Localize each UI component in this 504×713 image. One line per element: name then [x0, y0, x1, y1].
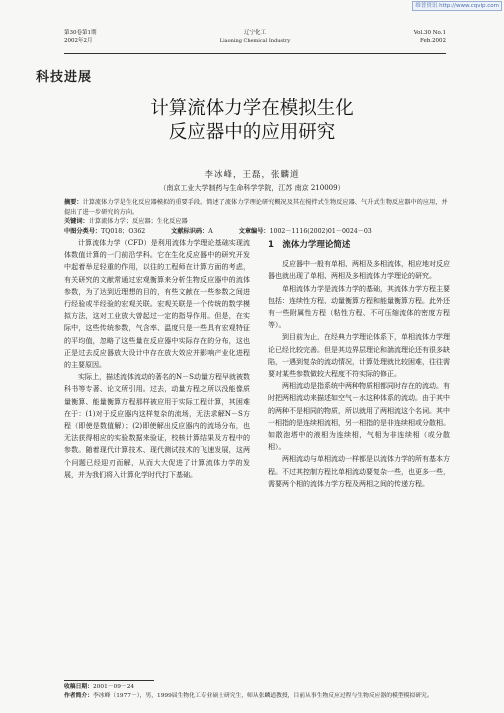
- header-rule: [64, 53, 446, 54]
- body-paragraph: 两相流动是指系统中两种物质相都同时存在的流动。有时把两相流动来描述如空气－水这种体系的流动。由于其中的两种不是相同的物质，所以就用了两相流这个名词。其中一相指的是连续相流相，另一相指的是非连续相或分散相。如散泡塔中的液相为连续相，气相为非连续相（或分散相）。: [268, 382, 450, 452]
- footnote-rule: [64, 680, 154, 681]
- body-paragraph: 实际上，描述流体流动的著名的N－S动量方程早就被数科书等专著、论文所引用。过去，动量方程之所以没能像质量衡算、能量衡算方程那样被应用于实际工程计算，其困难在于：(1)对于反应器内这样复杂的流场，无法求解N－S方程（即使是数值解）；(2)即使解出反应器内的流场分布，也无法获得相应的实验数据来验证，校核计算结果及方程中的参数。随着现代计算技术、现代测试技术的飞速发展，这两个问题已经迎刃而解，从而大大促进了计算流体力学的发展，并为我们将入计算化学时代打下基础。: [64, 373, 250, 479]
- right-column: [268, 237, 450, 490]
- section-label: 科技进展: [36, 70, 93, 85]
- footnote: 收稿日期：2001－09－24 作者简介：李冰峰（1977－），男，1999届生物化工专业硕士研究生，师从张麟道教授，目前从事生物反应过程与生物反应器的模型模拟研究。: [64, 684, 433, 699]
- left-column: [64, 237, 250, 481]
- body-paragraph: 反应器中一般有单相、两相及多相流体，相应地对反应器也就出现了单相、两相及多相流体力学理论的研究。: [268, 260, 450, 281]
- paper-title: 计算流体力学在模拟生化 反应器中的应用研究: [150, 98, 354, 143]
- watermark-badge[interactable]: 维普资讯 http://www.cqvip.com: [412, 1, 502, 11]
- header-volume: Vol.30 No.1 Feb.2002: [413, 30, 446, 44]
- abstract: 摘要：计算流体力学是生化反应器模拟的重要手段。简述了流体力学理论研究概况及其在搅拌式生物反应器、气升式生物反应器中的应用，并提出了进一步研究的方向。: [64, 199, 448, 216]
- authors: 李冰峰，王磊，张麟道: [204, 170, 300, 180]
- body-paragraph: 计算流体力学（CFD）是利用流体力学理论基础实现流体数值计算的一门前沿学科。它在生化反应器中的研究开发中起着举足轻重的作用，以往的工程师在计算方面的考虑，有关研究的文献常通过宏观衡算来分析生物反应器中的流体参数，为了达到近理想的目的，有些文献在一些参数之间进行经验或半经验的宏观关联。宏观关联是一个传统的数学模拟方法，这对工业放大曾起过一定的指导作用。但是，在实际中，这些传统参数，气含率、温度只是一些具有宏观特征的平均值，忽略了这些量在反应器中实际存在的分布，这也正是过去反应器放大设计中存在放大效应并影响产业化进程的主要原因。: [64, 239, 250, 370]
- header-issue: 第30卷第1期 2002年2月: [64, 30, 97, 44]
- body-paragraph: 两相流动与单相流动一样都是以流体力学的所有基本方程。不过其控制方程比单相流动要复杂一些，也更多一些，需要两个相的流体力学方程及两相之间的传递方程。: [268, 455, 450, 488]
- header-journal: 辽宁化工 Liaoning Chemical Industry: [219, 30, 291, 44]
- abstract-block: [64, 198, 448, 237]
- body-paragraph: 单相流体力学是流体力学的基础，其流体力学方程主要包括：连续性方程、动量衡算方程和能量衡算方程。此外还有一些附属性方程（粘性方程、不可压缩流体的密度方程等）。: [268, 284, 450, 330]
- keywords: 关键词：计算流体力学；反应器；生化反应器: [64, 218, 188, 226]
- section-heading: 1 流体力学理论简述: [268, 240, 351, 250]
- affiliation: （南京工业大学制药与生命科学学院，江苏 南京 210009）: [159, 184, 345, 192]
- running-header: [64, 30, 446, 50]
- classification: 中图分类号：TQ018；O362 文献标识码：A 文章编号：1002－1116(2002)01－0024－03: [64, 228, 372, 236]
- body-paragraph: 到目前为止，在经典力学理论体系下，单相流体力学理论已经比较完善。但是其边界层理论和湍流理论还有很多缺陷，一遇到复杂的流动情况，计算处理就比较困难，往往需要对某些参数做较大程度不符实际的修正。: [268, 333, 450, 379]
